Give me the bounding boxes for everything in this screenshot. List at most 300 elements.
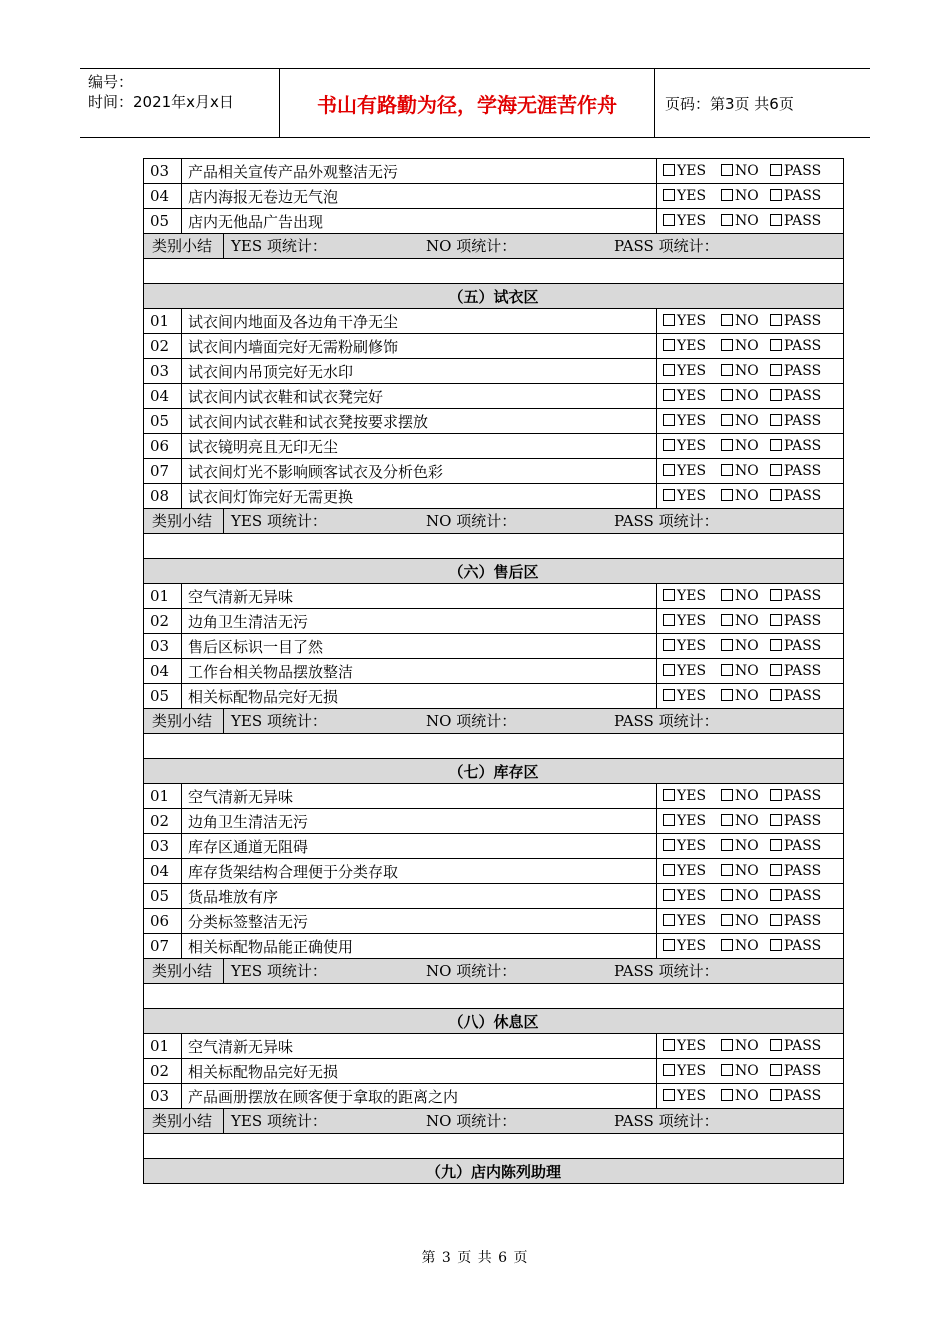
item-number: 04 [144,184,182,209]
yes-option [663,163,721,179]
yes-label: YES [677,863,707,879]
section-header-row [144,559,844,584]
item-description: 货品堆放有序 [182,884,657,909]
header-motto: 书山有路勤为径，学海无涯苦作舟 [280,69,655,137]
answer-options [657,409,844,434]
checklist-item-row [144,409,844,434]
yes-option [663,438,721,454]
item-number: 07 [144,934,182,959]
pass-label: PASS [784,1063,822,1079]
no-checkbox[interactable] [721,914,733,926]
yes-option [663,363,721,379]
yes-checkbox[interactable] [663,439,675,451]
pass-checkbox[interactable] [770,889,782,901]
pass-checkbox[interactable] [770,464,782,476]
yes-option [663,638,721,654]
answer-options [657,809,844,834]
no-count-label: NO 项统计： [426,712,517,730]
yes-label: YES [677,813,707,829]
blank-row [144,259,844,284]
item-number: 07 [144,459,182,484]
yes-label: YES [677,788,707,804]
pass-checkbox[interactable] [770,414,782,426]
answer-options [657,359,844,384]
no-count-label: NO 项统计： [426,512,517,530]
item-number: 03 [144,1084,182,1109]
no-label: NO [735,788,759,804]
answer-options [657,609,844,634]
pass-checkbox[interactable] [770,689,782,701]
pass-label: PASS [784,888,822,904]
pass-checkbox[interactable] [770,914,782,926]
pass-checkbox[interactable] [770,389,782,401]
yes-checkbox[interactable] [663,339,675,351]
pass-label: PASS [784,413,822,429]
no-option [721,638,770,654]
pass-option [770,363,821,379]
blank-row [144,984,844,1009]
pass-option [770,188,821,204]
pass-label: PASS [784,388,822,404]
no-option [721,413,770,429]
no-checkbox[interactable] [721,339,733,351]
item-description: 库存区通道无阻碍 [182,834,657,859]
yes-count-label: YES 项统计： [231,1112,327,1130]
checklist-item-row [144,459,844,484]
pass-checkbox[interactable] [770,639,782,651]
yes-label: YES [677,588,707,604]
no-option [721,188,770,204]
pass-option [770,438,821,454]
yes-option [663,413,721,429]
pass-option [770,1063,821,1079]
yes-checkbox[interactable] [663,664,675,676]
item-number: 03 [144,359,182,384]
no-label: NO [735,638,759,654]
blank-cell [144,1134,844,1159]
yes-label: YES [677,1088,707,1104]
pass-label: PASS [784,588,822,604]
no-option [721,1063,770,1079]
item-number: 02 [144,1059,182,1084]
pass-checkbox[interactable] [770,589,782,601]
item-description: 试衣间内地面及各边角干净无尘 [182,309,657,334]
item-number: 01 [144,309,182,334]
yes-checkbox[interactable] [663,214,675,226]
answer-options [657,584,844,609]
answer-options [657,1059,844,1084]
checklist-item-row [144,634,844,659]
pass-label: PASS [784,838,822,854]
pass-label: PASS [784,363,822,379]
yes-option [663,1088,721,1104]
pass-checkbox[interactable] [770,439,782,451]
no-count-label: NO 项统计： [426,962,517,980]
item-description: 试衣间内墙面完好无需粉刷修饰 [182,334,657,359]
no-label: NO [735,838,759,854]
no-checkbox[interactable] [721,839,733,851]
no-checkbox[interactable] [721,939,733,951]
no-count-label: NO 项统计： [426,237,517,255]
checklist-item-row [144,934,844,959]
pass-option [770,388,821,404]
item-description: 试衣镜明亮且无印无尘 [182,434,657,459]
item-description: 空气清新无异味 [182,584,657,609]
blank-row [144,534,844,559]
item-description: 店内海报无卷边无气泡 [182,184,657,209]
no-checkbox[interactable] [721,864,733,876]
yes-checkbox[interactable] [663,414,675,426]
yes-checkbox[interactable] [663,1064,675,1076]
no-option [721,688,770,704]
blank-row [144,734,844,759]
yes-label: YES [677,838,707,854]
pass-label: PASS [784,438,822,454]
no-checkbox[interactable] [721,889,733,901]
no-label: NO [735,813,759,829]
no-checkbox[interactable] [721,189,733,201]
no-option [721,438,770,454]
answer-options [657,884,844,909]
yes-checkbox[interactable] [663,839,675,851]
no-checkbox[interactable] [721,414,733,426]
checklist-item-row [144,184,844,209]
subtotal-label: 类别小结 [144,1109,224,1133]
pass-checkbox[interactable] [770,1039,782,1051]
no-option [721,588,770,604]
pass-option [770,1088,821,1104]
yes-option [663,688,721,704]
subtotal-cell [144,1109,844,1134]
yes-label: YES [677,488,707,504]
no-checkbox[interactable] [721,314,733,326]
pass-label: PASS [784,488,822,504]
pass-label: PASS [784,788,822,804]
yes-option [663,188,721,204]
pass-checkbox[interactable] [770,1064,782,1076]
yes-count-label: YES 项统计： [231,712,327,730]
item-number: 06 [144,434,182,459]
no-label: NO [735,338,759,354]
pass-checkbox[interactable] [770,814,782,826]
page-header [80,68,870,138]
item-number: 04 [144,384,182,409]
pass-count-label: PASS 项统计： [614,712,719,730]
checklist-item-row [144,309,844,334]
pass-option [770,638,821,654]
answer-options [657,384,844,409]
pass-checkbox[interactable] [770,939,782,951]
no-label: NO [735,388,759,404]
no-label: NO [735,413,759,429]
yes-label: YES [677,413,707,429]
section-title: （七）库存区 [144,759,844,784]
answer-options [657,659,844,684]
no-label: NO [735,363,759,379]
yes-checkbox[interactable] [663,864,675,876]
no-label: NO [735,1063,759,1079]
inspection-checklist-table [143,158,844,1184]
section-header-row [144,1009,844,1034]
no-label: NO [735,663,759,679]
pass-checkbox[interactable] [770,214,782,226]
yes-option [663,463,721,479]
yes-checkbox[interactable] [663,889,675,901]
no-checkbox[interactable] [721,1039,733,1051]
no-checkbox[interactable] [721,1089,733,1101]
subtotal-label: 类别小结 [144,509,224,533]
blank-cell [144,534,844,559]
checklist-item-row [144,359,844,384]
no-option [721,788,770,804]
item-number: 01 [144,784,182,809]
pass-count-label: PASS 项统计： [614,962,719,980]
item-description: 分类标签整洁无污 [182,909,657,934]
pass-count-label: PASS 项统计： [614,1112,719,1130]
no-checkbox[interactable] [721,389,733,401]
item-number: 04 [144,859,182,884]
yes-checkbox[interactable] [663,614,675,626]
no-label: NO [735,1038,759,1054]
item-description: 边角卫生清洁无污 [182,609,657,634]
yes-option [663,788,721,804]
item-description: 试衣间灯光不影响顾客试衣及分析色彩 [182,459,657,484]
yes-label: YES [677,463,707,479]
answer-options [657,159,844,184]
pass-option [770,213,821,229]
yes-label: YES [677,1038,707,1054]
pass-checkbox[interactable] [770,489,782,501]
pass-option [770,813,821,829]
page-footer: 第 3 页 共 6 页 [421,1250,529,1266]
checklist-item-row [144,784,844,809]
yes-label: YES [677,638,707,654]
item-description: 试衣间内试衣鞋和试衣凳按要求摆放 [182,409,657,434]
no-option [721,463,770,479]
subtotal-label: 类别小结 [144,234,224,258]
header-meta [80,69,280,137]
item-description: 库存货架结构合理便于分类存取 [182,859,657,884]
pass-checkbox[interactable] [770,664,782,676]
yes-checkbox[interactable] [663,689,675,701]
answer-options [657,909,844,934]
item-description: 工作台相关物品摆放整洁 [182,659,657,684]
section-title: （九）店内陈列助理 [144,1159,844,1184]
checklist-item-row [144,384,844,409]
subtotal-row [144,959,844,984]
no-checkbox[interactable] [721,689,733,701]
pass-checkbox[interactable] [770,1089,782,1101]
item-number: 05 [144,409,182,434]
answer-options [657,1034,844,1059]
yes-checkbox[interactable] [663,389,675,401]
yes-checkbox[interactable] [663,639,675,651]
no-label: NO [735,938,759,954]
no-option [721,488,770,504]
pass-label: PASS [784,613,822,629]
pass-label: PASS [784,213,822,229]
pass-option [770,888,821,904]
no-checkbox[interactable] [721,664,733,676]
pass-option [770,588,821,604]
blank-cell [144,984,844,1009]
no-option [721,388,770,404]
pass-checkbox[interactable] [770,164,782,176]
yes-label: YES [677,613,707,629]
no-checkbox[interactable] [721,639,733,651]
no-checkbox[interactable] [721,614,733,626]
pass-label: PASS [784,813,822,829]
yes-checkbox[interactable] [663,814,675,826]
header-page-info: 页码：第3页 共6页 [665,94,794,113]
no-checkbox[interactable] [721,489,733,501]
item-description: 试衣间内试衣鞋和试衣凳完好 [182,384,657,409]
no-checkbox[interactable] [721,214,733,226]
item-description: 售后区标识一目了然 [182,634,657,659]
item-description: 空气清新无异味 [182,1034,657,1059]
no-checkbox[interactable] [721,789,733,801]
section-header-row [144,284,844,309]
answer-options [657,184,844,209]
answer-options [657,684,844,709]
pass-option [770,163,821,179]
pass-count-label: PASS 项统计： [614,237,719,255]
yes-checkbox[interactable] [663,464,675,476]
blank-cell [144,734,844,759]
checklist-item-row [144,1084,844,1109]
checklist-item-row [144,659,844,684]
checklist-item-row [144,909,844,934]
no-option [721,163,770,179]
yes-checkbox[interactable] [663,939,675,951]
no-option [721,888,770,904]
yes-checkbox[interactable] [663,1089,675,1101]
yes-option [663,663,721,679]
item-description: 边角卫生清洁无污 [182,809,657,834]
pass-option [770,463,821,479]
yes-checkbox[interactable] [663,789,675,801]
subtotal-cell [144,959,844,984]
no-checkbox[interactable] [721,589,733,601]
answer-options [657,309,844,334]
no-checkbox[interactable] [721,364,733,376]
yes-count-label: YES 项统计： [231,962,327,980]
yes-option [663,313,721,329]
pass-checkbox[interactable] [770,789,782,801]
subtotal-row [144,1109,844,1134]
no-option [721,863,770,879]
yes-option [663,863,721,879]
yes-option [663,388,721,404]
blank-cell [144,259,844,284]
no-checkbox[interactable] [721,164,733,176]
no-checkbox[interactable] [721,1064,733,1076]
answer-options [657,859,844,884]
pass-label: PASS [784,688,822,704]
pass-option [770,413,821,429]
no-option [721,213,770,229]
pass-option [770,838,821,854]
pass-option [770,488,821,504]
answer-options [657,434,844,459]
yes-label: YES [677,438,707,454]
no-option [721,938,770,954]
yes-checkbox[interactable] [663,164,675,176]
no-label: NO [735,313,759,329]
checklist-item-row [144,434,844,459]
checklist-item-row [144,209,844,234]
pass-option [770,863,821,879]
no-label: NO [735,913,759,929]
pass-checkbox[interactable] [770,614,782,626]
yes-option [663,813,721,829]
item-description: 相关标配物品完好无损 [182,684,657,709]
yes-option [663,838,721,854]
checklist-item-row [144,1059,844,1084]
section-title: （六）售后区 [144,559,844,584]
yes-checkbox[interactable] [663,1039,675,1051]
yes-checkbox[interactable] [663,364,675,376]
checklist-item-row [144,584,844,609]
yes-checkbox[interactable] [663,314,675,326]
yes-option [663,338,721,354]
pass-checkbox[interactable] [770,864,782,876]
no-label: NO [735,163,759,179]
document-number-label: 编号： [88,73,134,91]
pass-checkbox[interactable] [770,364,782,376]
yes-label: YES [677,188,707,204]
pass-label: PASS [784,338,822,354]
no-option [721,613,770,629]
item-number: 01 [144,584,182,609]
document-date: 时间：2021年x月x日 [88,93,234,111]
no-option [721,813,770,829]
no-option [721,838,770,854]
yes-option [663,913,721,929]
pass-checkbox[interactable] [770,189,782,201]
yes-label: YES [677,663,707,679]
yes-checkbox[interactable] [663,189,675,201]
pass-checkbox[interactable] [770,339,782,351]
no-checkbox[interactable] [721,814,733,826]
no-checkbox[interactable] [721,439,733,451]
no-checkbox[interactable] [721,464,733,476]
answer-options [657,934,844,959]
pass-checkbox[interactable] [770,839,782,851]
yes-checkbox[interactable] [663,914,675,926]
item-description: 试衣间灯饰完好无需更换 [182,484,657,509]
subtotal-row [144,234,844,259]
yes-count-label: YES 项统计： [231,237,327,255]
item-description: 试衣间内吊顶完好无水印 [182,359,657,384]
yes-checkbox[interactable] [663,489,675,501]
yes-label: YES [677,163,707,179]
yes-checkbox[interactable] [663,589,675,601]
answer-options [657,784,844,809]
pass-checkbox[interactable] [770,314,782,326]
yes-option [663,1063,721,1079]
checklist-item-row [144,834,844,859]
yes-option [663,938,721,954]
yes-label: YES [677,363,707,379]
pass-option [770,1038,821,1054]
item-number: 03 [144,834,182,859]
no-label: NO [735,188,759,204]
item-description: 相关标配物品能正确使用 [182,934,657,959]
section-header-row [144,759,844,784]
answer-options [657,834,844,859]
item-number: 02 [144,334,182,359]
